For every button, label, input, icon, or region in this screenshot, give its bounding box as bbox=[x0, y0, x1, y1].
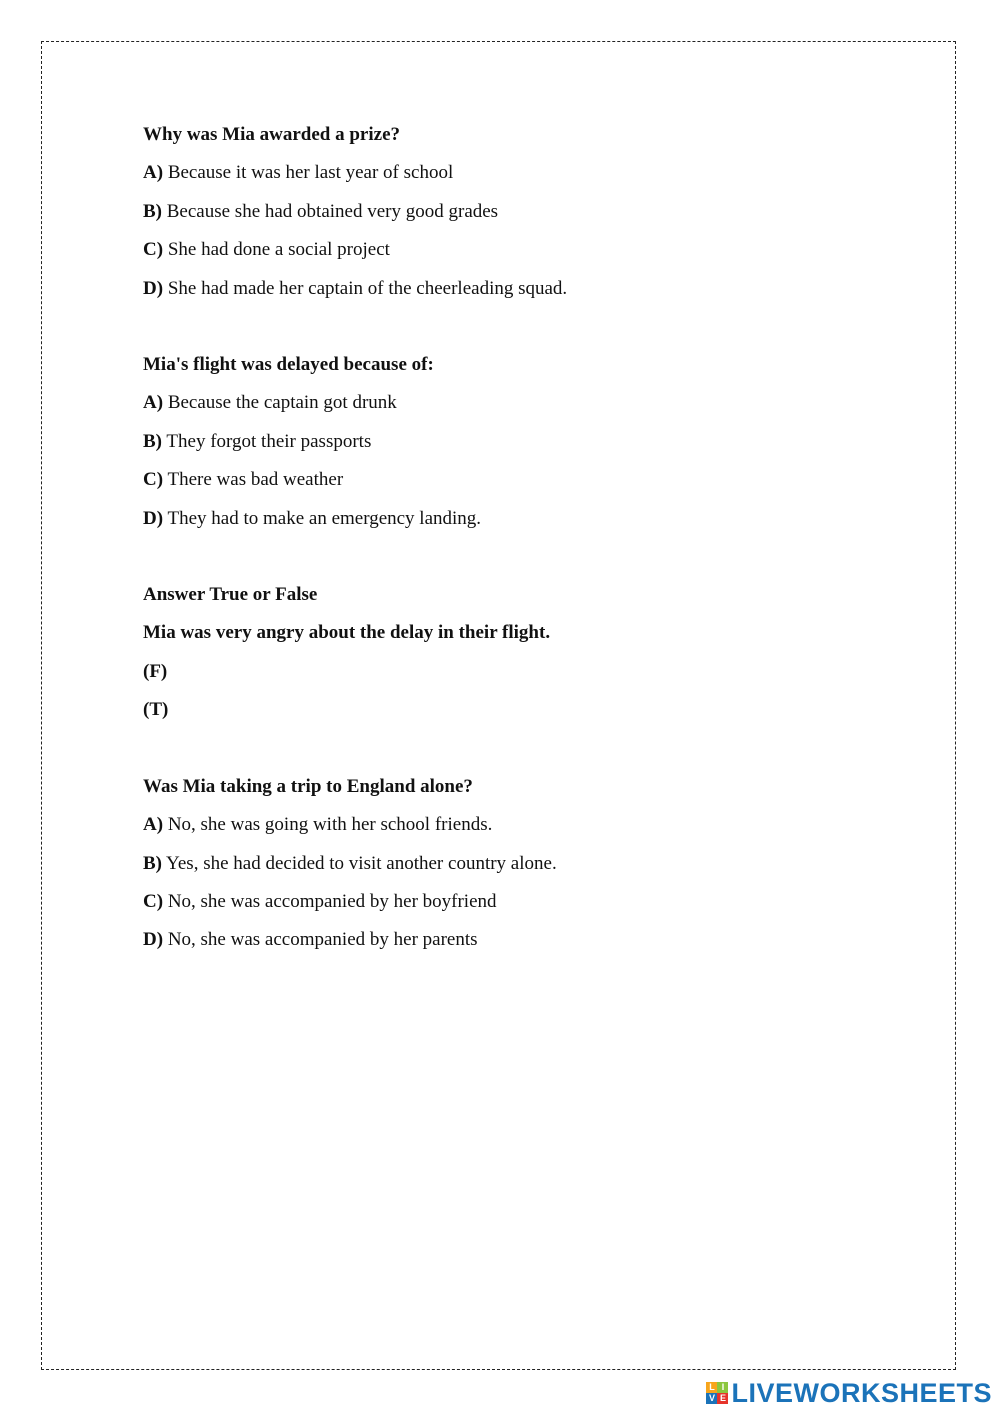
question-1-text: Why was Mia awarded a prize? bbox=[143, 124, 401, 145]
question-3-text: Mia was very angry about the delay in their flight. bbox=[143, 622, 551, 644]
question-1-option-a[interactable] bbox=[143, 154, 903, 192]
logo-letter-l: L bbox=[706, 1382, 717, 1393]
option-text: Because the captain got drunk bbox=[167, 392, 397, 414]
option-text: There was bad weather bbox=[167, 469, 344, 491]
brand-name: LIVEWORKSHEETS bbox=[731, 1377, 992, 1408]
option-text: She had made her captain of the cheerleading squad. bbox=[167, 277, 568, 299]
question-4-option-a[interactable] bbox=[143, 806, 903, 844]
logo-letter-i: I bbox=[717, 1382, 728, 1393]
liveworksheets-brand bbox=[706, 1377, 992, 1409]
option-text: No, she was accompanied by her parents bbox=[167, 929, 478, 951]
option-true[interactable]: (T) bbox=[143, 699, 169, 721]
option-letter: C) bbox=[143, 469, 164, 491]
option-text: She had done a social project bbox=[167, 239, 390, 261]
question-2-option-d[interactable] bbox=[143, 500, 903, 538]
option-letter: B) bbox=[143, 200, 162, 222]
question-1-option-d[interactable] bbox=[143, 270, 903, 308]
option-letter: D) bbox=[143, 507, 164, 529]
question-2-text: Mia's flight was delayed because of: bbox=[143, 354, 434, 376]
option-letter: A) bbox=[143, 162, 164, 184]
question-1 bbox=[143, 116, 903, 308]
option-letter: D) bbox=[143, 929, 164, 951]
option-letter: C) bbox=[143, 890, 164, 912]
option-text: They forgot their passports bbox=[166, 430, 372, 452]
question-4-option-c[interactable] bbox=[143, 883, 903, 921]
logo-letter-v: V bbox=[706, 1393, 717, 1404]
question-4 bbox=[143, 768, 903, 960]
question-3 bbox=[143, 576, 903, 730]
option-letter: A) bbox=[143, 814, 164, 836]
question-2-option-a[interactable] bbox=[143, 384, 903, 422]
question-1-option-c[interactable] bbox=[143, 231, 903, 269]
true-false-heading: Answer True or False bbox=[143, 584, 318, 606]
question-4-option-d[interactable] bbox=[143, 921, 903, 959]
worksheet-content bbox=[143, 116, 903, 998]
question-4-text: Was Mia taking a trip to England alone? bbox=[143, 775, 473, 797]
question-2-option-c[interactable] bbox=[143, 461, 903, 499]
option-letter: C) bbox=[143, 239, 164, 261]
option-letter: D) bbox=[143, 277, 164, 299]
option-false[interactable]: (F) bbox=[143, 660, 168, 682]
option-text: Because she had obtained very good grades bbox=[166, 200, 499, 222]
logo-letter-e: E bbox=[717, 1393, 728, 1404]
option-text: No, she was accompanied by her boyfriend bbox=[167, 890, 497, 912]
question-4-option-b[interactable] bbox=[143, 845, 903, 883]
question-1-option-b[interactable] bbox=[143, 193, 903, 231]
option-letter: B) bbox=[143, 430, 162, 452]
option-text: Because it was her last year of school bbox=[167, 162, 454, 184]
option-text: No, she was going with her school friends. bbox=[167, 814, 493, 836]
option-letter: A) bbox=[143, 392, 164, 414]
option-letter: B) bbox=[143, 852, 162, 874]
option-text: Yes, she had decided to visit another country alone. bbox=[166, 852, 557, 874]
question-2 bbox=[143, 346, 903, 538]
question-2-option-b[interactable] bbox=[143, 423, 903, 461]
option-text: They had to make an emergency landing. bbox=[167, 507, 482, 529]
liveworksheets-logo-icon bbox=[706, 1382, 728, 1404]
